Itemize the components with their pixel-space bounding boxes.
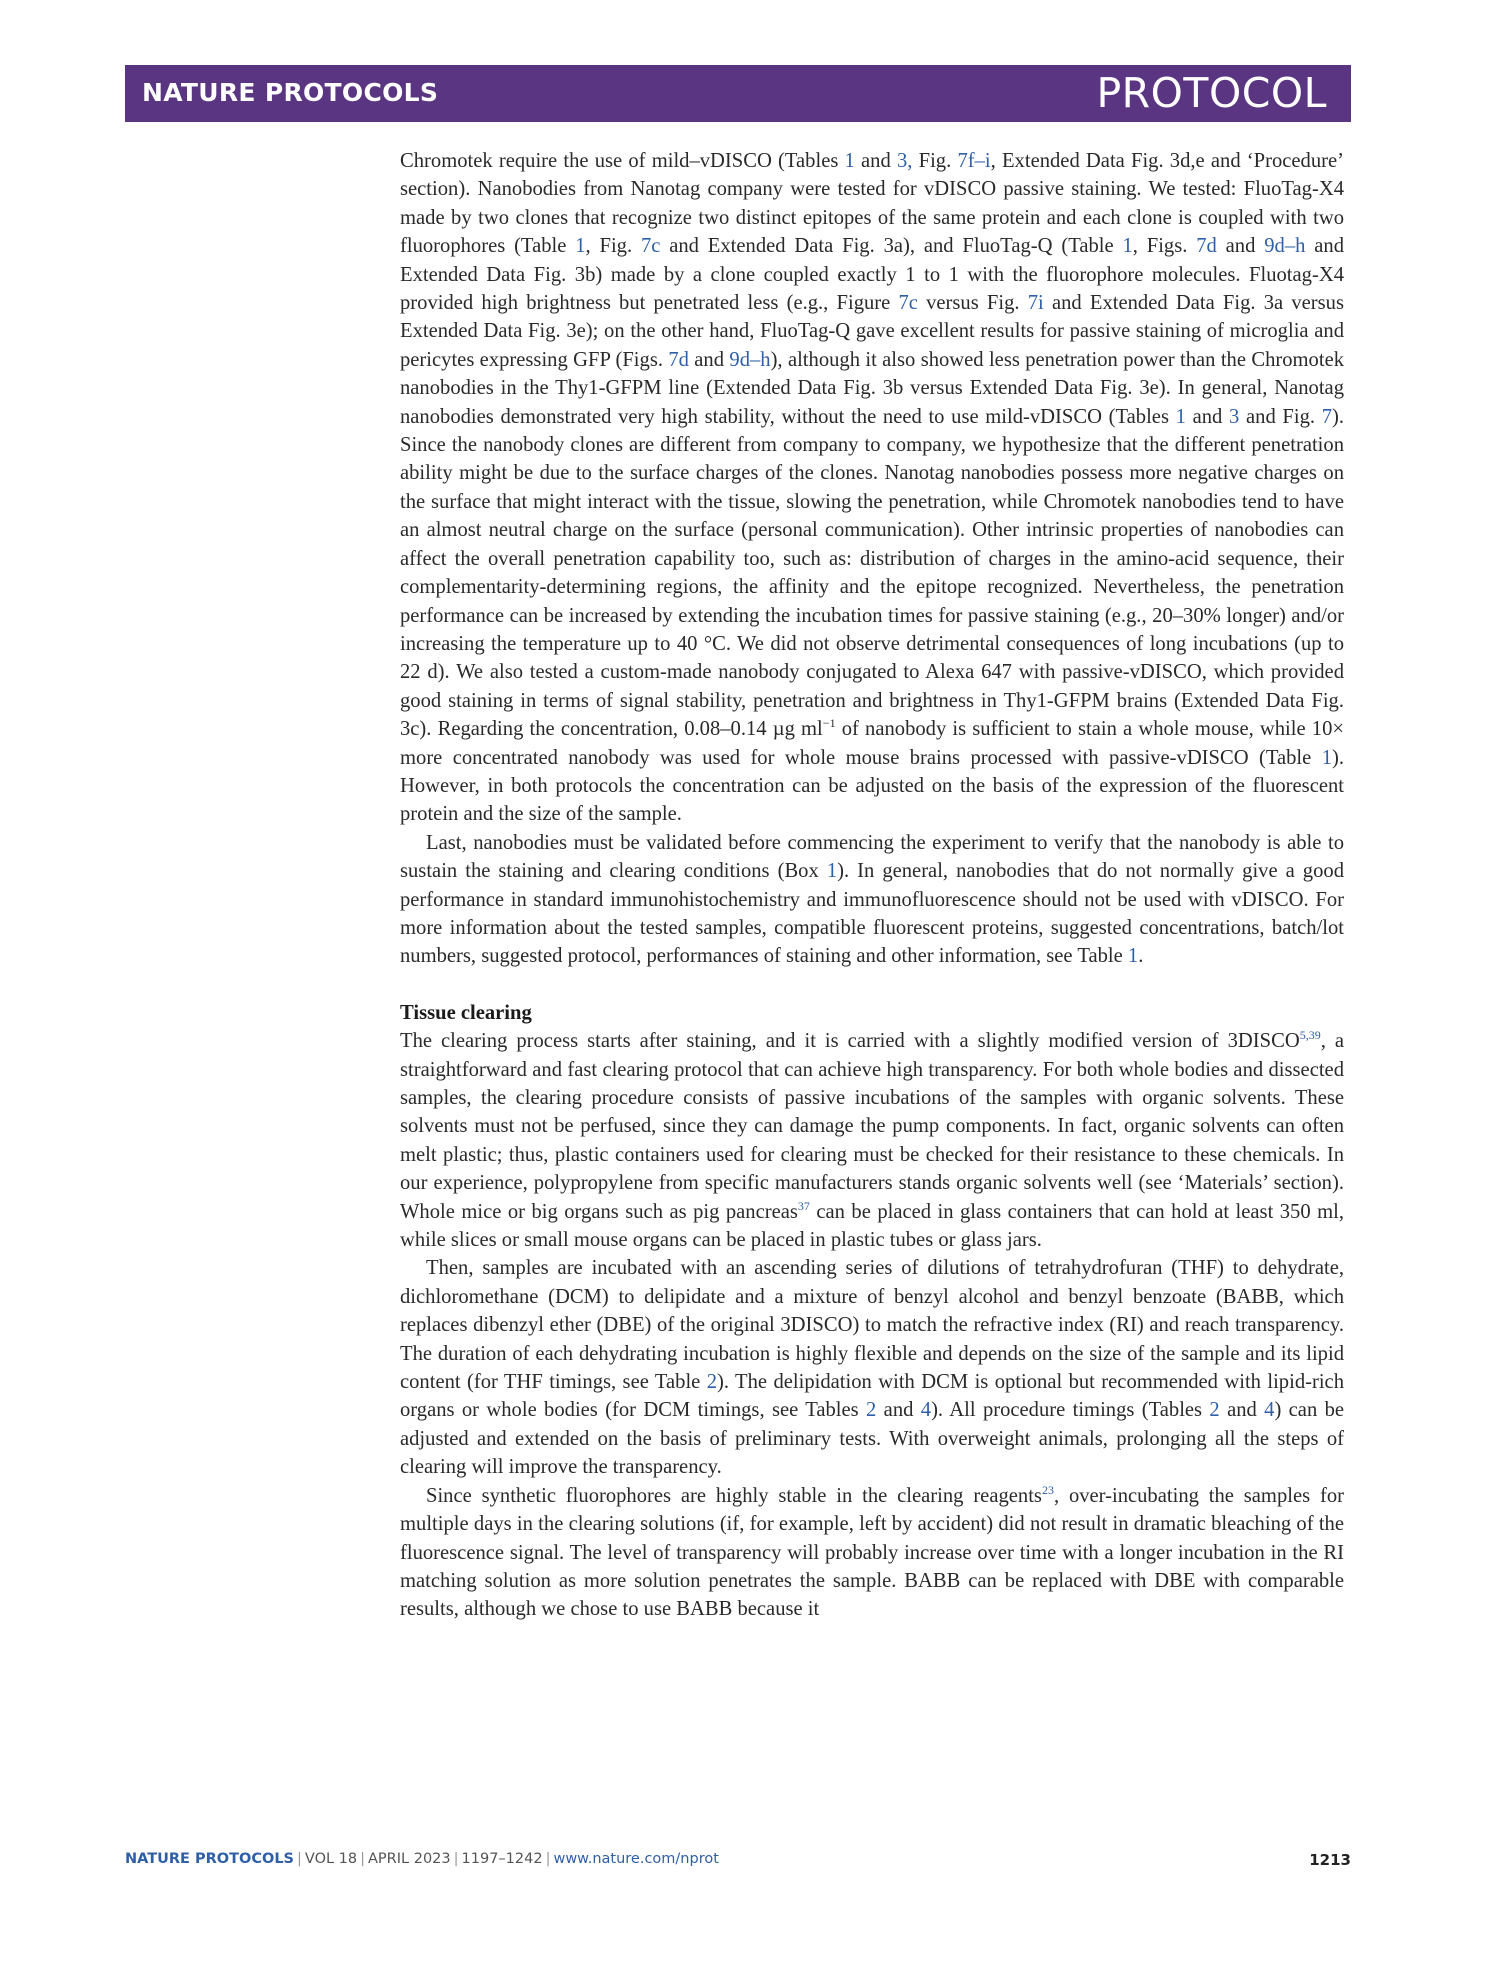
- paragraph-fluorophore-stability: Since synthetic fluorophores are highly stable in the clearing reagents$^{23}$, over-incubating the samples for multiple days in the clearing solutions (if, for example, left by accident) did not result in dramatic bleaching of the fluorescence signal. The level of transparency will probably increase over time with a longer incubation in the RI matching solution as more solution penetrates the sample. BABB can be replaced with DBE with comparable results, although we chose to use BABB because it: [400, 1482, 1344, 1621]
- superscript: −1: [822, 716, 836, 731]
- paragraph-nanobody-testing: Chromotek require the use of mild–vDISCO (Tables 1 and 3, Fig. 7f–i, Extended Data Fig. 3d,e and ‘Procedure’ section). Nanobodies from Nanotag company were tested for vDISCO passive staining. We tested: FluoTag-X4 made by two clones that recognize two distinct epitopes of the same protein and each clone is coupled with two fluorophores (Table 1, Fig. 7c and Extended Data Fig. 3a), and FluoTag-Q (Table 1, Figs. 7d and 9d–h and Extended Data Fig. 3b) made by a clone coupled exactly 1 to 1 with the fluorophore molecules. Fluotag-X4 provided high brightness but penetrated less (e.g., Figure 7c versus Fig. 7i and Extended Data Fig. 3a versus Extended Data Fig. 3e); on the other hand, FluoTag-Q gave excellent results for passive staining of microglia and pericytes expressing GFP (Figs. 7d and 9d–h), although it also showed less penetration power than the Chromotek nanobodies in the Thy1-GFPM line (Extended Data Fig. 3b versus Extended Data Fig. 3e). In general, Nanotag nanobodies demonstrated very high stability, without the need to use mild-vDISCO (Tables 1 and 3 and Fig. 7). Since the nanobody clones are different from company to company, we hypothesize that the different penetration ability might be due to the surface charges of the clones. Nanotag nanobodies possess more negative charges on the surface that might interact with the tissue, slowing the penetration, while Chromotek nanobodies tend to have an almost neutral charge on the surface (personal communication). Other intrinsic properties of nanobodies can affect the overall penetration capability too, such as: distribution of charges in the amino-acid sequence, their complementarity-determining regions, the affinity and the epitope recognized. Nevertheless, the penetration performance can be increased by extending the incubation times for passive staining (e.g., 20–30% longer) and/or increasing the temperature up to 40 °C. We did not observe detrimental consequences of long incubations (up to 22 d). We also tested a custom-made nanobody conjugated to Alexa 647 with passive-vDISCO, which provided good staining in terms of signal stability, penetration and brightness in Thy1-GFPM brains (Extended Data Fig. 3c). Regarding the concentration, 0.08–0.14 µg $ml^{-1}$ of nanobody is sufficient to stain a whole mouse, while 10× more concentrated nanobody was used for whole mouse brains processed with passive-vDISCO (Table 1). However, in both protocols the concentration can be adjusted on the basis of the expression of the fluorescent protein and the size of the sample.: [400, 150, 1345, 826]
- box-link[interactable]: 1: [826, 860, 838, 883]
- table-link[interactable]: 4: [920, 1399, 932, 1422]
- article-type: PROTOCOL: [1096, 69, 1327, 117]
- footer-url-link[interactable]: www.nature.com/nprot: [553, 1851, 719, 1867]
- figure-link[interactable]: 7i: [1027, 292, 1044, 315]
- figure-link[interactable]: 7f–i: [957, 150, 991, 172]
- footer-separator: |: [297, 1851, 302, 1867]
- table-link[interactable]: 1: [1122, 235, 1133, 258]
- figure-link[interactable]: 9d–h: [729, 348, 771, 371]
- table-link[interactable]: 1: [575, 235, 586, 258]
- paragraph-clearing-process: The clearing process starts after staining, and it is carried with a slightly modified version of 3DISCO$^{5,39}$, a straightforward and fast clearing protocol that can achieve high transparency. For both whole bodies and dissected samples, the clearing procedure consists of passive incubations of the samples with organic solvents. These solvents must not be perfused, since they can damage the pump components. In fact, organic solvents can often melt plastic; thus, plastic containers used for clearing must be checked for their resistance to these chemicals. In our experience, polypropylene from specific manufacturers stands organic solvents well (see ‘Materials’ section). Whole mice or big organs such as pig pancreas$^{37}$ can be placed in glass containers that can hold at least 350 ml, while slices or small mouse organs can be placed in plastic tubes or glass jars.: [400, 1028, 1345, 1252]
- page-footer: [125, 1851, 1351, 1867]
- table-link[interactable]: 2: [1209, 1399, 1220, 1422]
- table-link[interactable]: 3: [1229, 405, 1240, 428]
- reference-link[interactable]: 37: [797, 1198, 810, 1213]
- table-link[interactable]: 1: [1321, 746, 1332, 769]
- footer-date: APRIL 2023: [368, 1851, 451, 1867]
- table-link[interactable]: 1: [844, 150, 855, 172]
- paragraph-nanobody-validation: Last, nanobodies must be validated before commencing the experiment to verify that the nanobody is able to sustain the staining and clearing conditions (Box 1). In general, nanobodies that do not normally give a good performance in standard immunohistochemistry and immunofluorescence should not be used with vDISCO. For more information about the tested samples, compatible fluorescent proteins, suggested concentrations, batch/lot numbers, suggested protocol, performances of staining and other information, see Table 1.: [400, 831, 1344, 968]
- reference-link[interactable]: 5,39: [1299, 1028, 1321, 1043]
- footer-pages: 1197–1242: [461, 1851, 543, 1867]
- paragraph-incubation-series: Then, samples are incubated with an ascending series of dilutions of tetrahydrofuran (THF) to dehydrate, dichloromethane (DCM) to delipidate and a mixture of benzyl alcohol and benzyl benzoate (BABB, which replaces dibenzyl ether (DBE) of the original 3DISCO) to match the refractive index (RI) and reach transparency. The duration of each dehydrating incubation is highly flexible and depends on the size of the sample and its lipid content (for THF timings, see Table 2). The delipidation with DCM is optional but recommended with lipid-rich organs or whole bodies (for DCM timings, see Tables 2 and 4). All procedure timings (Tables 2 and 4) can be adjusted and extended on the basis of preliminary tests. With overweight animals, prolonging all the steps of clearing will improve the transparency.: [400, 1257, 1345, 1479]
- footer-separator: |: [545, 1851, 551, 1867]
- figure-link[interactable]: 7d: [668, 348, 689, 371]
- footer-separator: |: [453, 1851, 459, 1867]
- table-link[interactable]: 2: [866, 1399, 877, 1422]
- figure-link[interactable]: 7: [1321, 405, 1332, 428]
- figure-link[interactable]: 9d–h: [1264, 235, 1306, 258]
- section-heading-tissue-clearing: Tissue clearing: [400, 1001, 532, 1024]
- table-link[interactable]: 1: [1175, 405, 1186, 428]
- figure-link[interactable]: 7d: [1196, 235, 1217, 258]
- article-body: [400, 147, 1344, 1624]
- page-number: 1213: [1309, 1851, 1351, 1869]
- figure-link[interactable]: 7c: [640, 235, 661, 258]
- footer-separator: |: [360, 1851, 366, 1867]
- table-link[interactable]: 2: [706, 1371, 718, 1394]
- figure-link[interactable]: 7c: [898, 292, 918, 315]
- reference-link[interactable]: 23: [1041, 1482, 1054, 1497]
- journal-name: NATURE PROTOCOLS: [142, 78, 439, 107]
- table-link[interactable]: 1: [1127, 945, 1139, 968]
- footer-volume: VOL 18: [304, 1851, 358, 1867]
- journal-banner: [125, 65, 1351, 122]
- footer-journal: NATURE PROTOCOLS: [125, 1851, 295, 1867]
- table-link[interactable]: 4: [1264, 1399, 1275, 1422]
- table-link[interactable]: 3,: [896, 150, 913, 172]
